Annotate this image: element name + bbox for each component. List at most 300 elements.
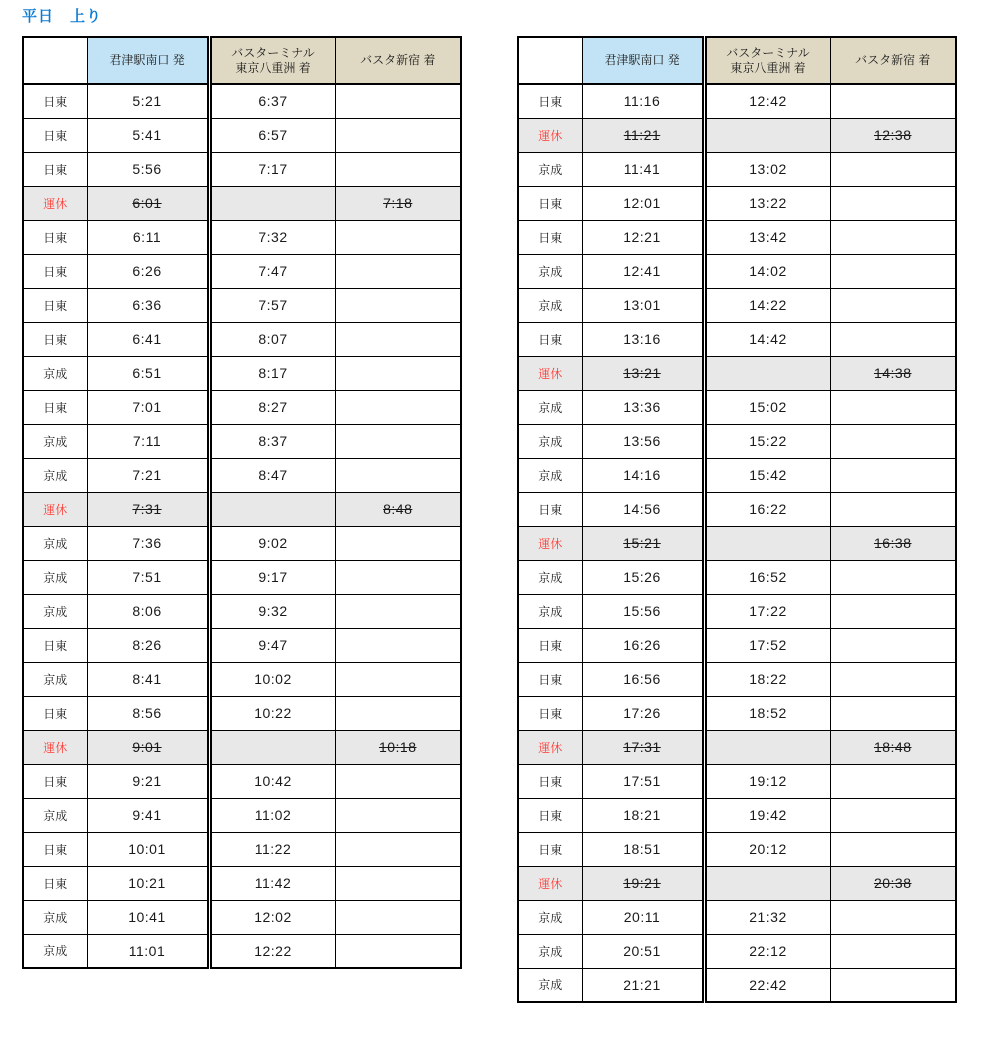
timetable-row	[23, 900, 461, 934]
operator-cell: 運休	[23, 492, 87, 526]
operator-cell: 日東	[23, 628, 87, 662]
yaesu-arrival-cell: 8:37	[209, 424, 335, 458]
timetable-row	[23, 764, 461, 798]
depart-time-cell: 6:36	[87, 288, 209, 322]
shinjuku-arrival-cell	[335, 458, 461, 492]
yaesu-arrival-cell: 8:17	[209, 356, 335, 390]
depart-time-cell: 11:16	[582, 84, 704, 118]
depart-time-cell	[87, 186, 209, 220]
shinjuku-arrival-cell	[830, 458, 956, 492]
depart-time-cell: 11:41	[582, 152, 704, 186]
strikethrough-time: 17:31	[623, 739, 661, 755]
shinjuku-arrival-cell	[335, 186, 461, 220]
shinjuku-arrival-cell	[830, 288, 956, 322]
timetable-row	[23, 458, 461, 492]
timetable-row	[518, 458, 956, 492]
yaesu-arrival-cell: 20:12	[704, 832, 830, 866]
operator-cell: 京成	[23, 662, 87, 696]
operator-cell: 京成	[518, 458, 582, 492]
timetable-right	[517, 36, 957, 1003]
yaesu-arrival-cell: 17:22	[704, 594, 830, 628]
strikethrough-time: 10:18	[378, 739, 417, 755]
yaesu-arrival-cell: 14:02	[704, 254, 830, 288]
yaesu-arrival-cell: 22:42	[704, 968, 830, 1002]
depart-time-cell: 16:56	[582, 662, 704, 696]
shinjuku-arrival-cell	[335, 832, 461, 866]
depart-time-cell: 7:51	[87, 560, 209, 594]
depart-time-cell: 12:21	[582, 220, 704, 254]
yaesu-arrival-cell: 19:42	[704, 798, 830, 832]
timetable-row	[518, 560, 956, 594]
yaesu-arrival-cell: 9:47	[209, 628, 335, 662]
timetable-left	[22, 36, 462, 969]
shinjuku-arrival-cell	[830, 594, 956, 628]
depart-time-cell: 5:41	[87, 118, 209, 152]
operator-cell: 京成	[518, 934, 582, 968]
operator-cell: 京成	[23, 424, 87, 458]
depart-time-cell: 7:21	[87, 458, 209, 492]
timetable-row	[518, 798, 956, 832]
operator-cell: 京成	[518, 152, 582, 186]
operator-cell: 日東	[518, 84, 582, 118]
timetable-row	[518, 662, 956, 696]
shinjuku-arrival-cell	[335, 84, 461, 118]
depart-time-cell: 20:51	[582, 934, 704, 968]
depart-time-cell	[582, 356, 704, 390]
shinjuku-arrival-cell	[830, 152, 956, 186]
strikethrough-time: 12:38	[873, 127, 912, 143]
shinjuku-arrival-cell	[830, 322, 956, 356]
depart-time-cell: 8:26	[87, 628, 209, 662]
operator-column-header	[23, 37, 87, 84]
shinjuku-arrival-cell	[335, 764, 461, 798]
operator-cell: 日東	[518, 220, 582, 254]
shinjuku-arrival-cell	[830, 254, 956, 288]
yaesu-arrival-cell: 6:37	[209, 84, 335, 118]
yaesu-arrival-cell	[704, 356, 830, 390]
shinjuku-arrival-cell	[830, 390, 956, 424]
yaesu-arrival-cell: 9:02	[209, 526, 335, 560]
depart-time-cell: 13:01	[582, 288, 704, 322]
timetable-row	[23, 84, 461, 118]
timetable-row	[518, 390, 956, 424]
operator-cell: 日東	[23, 696, 87, 730]
shinjuku-arrival-cell	[830, 764, 956, 798]
timetable-row	[23, 288, 461, 322]
depart-time-cell: 18:21	[582, 798, 704, 832]
yaesu-header-line1: バスターミナル	[726, 45, 810, 60]
strikethrough-time: 18:48	[873, 739, 912, 755]
yaesu-arrival-cell: 19:12	[704, 764, 830, 798]
timetable-row-suspended	[518, 356, 956, 390]
timetable-row	[23, 220, 461, 254]
strikethrough-time: 13:21	[623, 365, 661, 381]
yaesu-arrival-cell: 8:47	[209, 458, 335, 492]
timetable-row	[518, 968, 956, 1002]
tables-container	[22, 36, 985, 1003]
timetable-row	[518, 832, 956, 866]
timetable-row	[23, 662, 461, 696]
operator-column-header	[518, 37, 582, 84]
timetable-row-suspended	[23, 186, 461, 220]
yaesu-arrival-cell: 7:32	[209, 220, 335, 254]
operator-cell: 京成	[23, 356, 87, 390]
timetable-row	[518, 594, 956, 628]
strikethrough-time: 19:21	[623, 875, 661, 891]
yaesu-arrival-cell	[209, 492, 335, 526]
timetable-row-suspended	[23, 492, 461, 526]
shinjuku-arrival-cell	[830, 560, 956, 594]
strikethrough-time: 8:48	[383, 501, 413, 517]
operator-cell: 日東	[518, 186, 582, 220]
shinjuku-arrival-cell	[830, 424, 956, 458]
depart-time-cell: 7:36	[87, 526, 209, 560]
operator-cell: 京成	[23, 526, 87, 560]
shinjuku-arrival-cell	[335, 356, 461, 390]
timetable-row	[23, 254, 461, 288]
timetable-row	[518, 84, 956, 118]
yaesu-arrival-cell: 7:47	[209, 254, 335, 288]
operator-cell: 運休	[518, 866, 582, 900]
operator-cell: 運休	[518, 526, 582, 560]
depart-time-cell: 15:56	[582, 594, 704, 628]
yaesu-arrival-cell: 16:52	[704, 560, 830, 594]
operator-cell: 日東	[23, 220, 87, 254]
operator-cell: 運休	[23, 186, 87, 220]
depart-time-cell: 7:01	[87, 390, 209, 424]
operator-cell: 京成	[518, 900, 582, 934]
shinjuku-arrival-cell	[830, 968, 956, 1002]
shinjuku-arrival-cell	[335, 594, 461, 628]
depart-time-cell: 15:26	[582, 560, 704, 594]
shinjuku-arrival-cell	[335, 254, 461, 288]
yaesu-arrival-cell: 10:02	[209, 662, 335, 696]
shinjuku-arrival-cell	[335, 220, 461, 254]
timetable-row	[518, 288, 956, 322]
shinjuku-arrival-cell	[830, 662, 956, 696]
operator-cell: 京成	[518, 560, 582, 594]
page-title: 平日 上り	[22, 8, 103, 25]
timetable-row	[23, 152, 461, 186]
shinjuku-arrival-cell	[335, 526, 461, 560]
yaesu-header-line1: バスターミナル	[231, 45, 315, 60]
operator-cell: 日東	[23, 288, 87, 322]
yaesu-arrival-cell: 15:42	[704, 458, 830, 492]
yaesu-arrival-cell: 18:22	[704, 662, 830, 696]
timetable-row	[518, 424, 956, 458]
kimitsu-depart-header: 君津駅南口 発	[87, 37, 209, 84]
yaesu-arrival-cell: 21:32	[704, 900, 830, 934]
shinjuku-arrival-cell	[335, 798, 461, 832]
timetable-row	[518, 900, 956, 934]
yaesu-arrival-cell: 15:22	[704, 424, 830, 458]
shinjuku-arrival-cell	[830, 832, 956, 866]
yaesu-arrival-cell: 11:02	[209, 798, 335, 832]
shinjuku-arrival-cell	[830, 900, 956, 934]
yaesu-arrival-cell: 10:22	[209, 696, 335, 730]
shinjuku-arrival-cell	[335, 934, 461, 968]
operator-cell: 日東	[23, 832, 87, 866]
strikethrough-time: 7:18	[383, 195, 413, 211]
operator-cell: 日東	[518, 696, 582, 730]
depart-time-cell: 13:56	[582, 424, 704, 458]
yaesu-arrival-cell: 11:22	[209, 832, 335, 866]
shinjuku-arrival-cell	[830, 84, 956, 118]
yaesu-arrival-cell: 10:42	[209, 764, 335, 798]
shinjuku-arrival-cell	[830, 798, 956, 832]
depart-time-cell: 17:51	[582, 764, 704, 798]
yaesu-arrival-cell: 15:02	[704, 390, 830, 424]
yaesu-arrival-cell	[209, 186, 335, 220]
shinjuku-arrival-cell	[335, 628, 461, 662]
timetable-row	[518, 628, 956, 662]
timetable-row	[23, 390, 461, 424]
shinjuku-arrival-cell	[335, 118, 461, 152]
timetable-row	[518, 254, 956, 288]
shinjuku-arrival-cell	[830, 934, 956, 968]
shinjuku-arrival-cell	[335, 424, 461, 458]
yaesu-arrival-cell	[704, 118, 830, 152]
shinjuku-arrival-cell	[830, 526, 956, 560]
timetable-row	[23, 832, 461, 866]
depart-time-cell: 9:41	[87, 798, 209, 832]
yaesu-arrival-cell: 6:57	[209, 118, 335, 152]
operator-cell: 運休	[23, 730, 87, 764]
depart-time-cell	[582, 866, 704, 900]
depart-time-cell: 12:01	[582, 186, 704, 220]
depart-time-cell: 21:21	[582, 968, 704, 1002]
strikethrough-time: 11:21	[623, 127, 661, 143]
depart-time-cell: 14:56	[582, 492, 704, 526]
depart-time-cell: 6:51	[87, 356, 209, 390]
yaesu-arrival-cell: 13:02	[704, 152, 830, 186]
strikethrough-time: 15:21	[623, 535, 661, 551]
shinjuku-arrival-header: バスタ新宿 着	[830, 37, 956, 84]
operator-cell: 京成	[518, 390, 582, 424]
yaesu-arrival-cell: 18:52	[704, 696, 830, 730]
operator-cell: 京成	[23, 900, 87, 934]
yaesu-arrival-cell: 17:52	[704, 628, 830, 662]
operator-cell: 京成	[23, 458, 87, 492]
yaesu-arrival-header	[704, 37, 830, 84]
shinjuku-arrival-cell	[335, 390, 461, 424]
strikethrough-time: 14:38	[873, 365, 912, 381]
depart-time-cell	[582, 730, 704, 764]
depart-time-cell: 6:41	[87, 322, 209, 356]
operator-cell: 日東	[518, 662, 582, 696]
operator-cell: 日東	[23, 254, 87, 288]
shinjuku-arrival-cell	[830, 492, 956, 526]
operator-cell: 日東	[23, 764, 87, 798]
shinjuku-arrival-cell	[335, 560, 461, 594]
depart-time-cell	[582, 118, 704, 152]
yaesu-arrival-cell: 12:22	[209, 934, 335, 968]
operator-cell: 運休	[518, 730, 582, 764]
timetable-row	[23, 866, 461, 900]
operator-cell: 日東	[518, 798, 582, 832]
operator-cell: 京成	[518, 968, 582, 1002]
timetable-row	[518, 220, 956, 254]
depart-time-cell: 13:16	[582, 322, 704, 356]
timetable-row-suspended	[518, 866, 956, 900]
yaesu-arrival-cell	[704, 526, 830, 560]
yaesu-arrival-cell: 16:22	[704, 492, 830, 526]
header-row	[23, 37, 461, 84]
depart-time-cell: 10:21	[87, 866, 209, 900]
timetable-row	[518, 934, 956, 968]
depart-time-cell	[582, 526, 704, 560]
timetable-row	[23, 560, 461, 594]
shinjuku-arrival-header: バスタ新宿 着	[335, 37, 461, 84]
operator-cell: 京成	[23, 934, 87, 968]
yaesu-arrival-cell: 7:17	[209, 152, 335, 186]
shinjuku-arrival-cell	[335, 866, 461, 900]
timetable-row	[23, 424, 461, 458]
operator-cell: 日東	[518, 492, 582, 526]
timetable-row	[23, 628, 461, 662]
yaesu-arrival-cell: 9:32	[209, 594, 335, 628]
yaesu-arrival-cell: 11:42	[209, 866, 335, 900]
depart-time-cell: 13:36	[582, 390, 704, 424]
shinjuku-arrival-cell	[335, 696, 461, 730]
shinjuku-arrival-cell	[335, 900, 461, 934]
operator-cell: 日東	[518, 764, 582, 798]
yaesu-arrival-cell: 12:42	[704, 84, 830, 118]
operator-cell: 運休	[518, 118, 582, 152]
timetable-left-body	[23, 84, 461, 968]
depart-time-cell	[87, 492, 209, 526]
shinjuku-arrival-cell	[830, 628, 956, 662]
timetable-row-suspended	[518, 526, 956, 560]
operator-cell: 日東	[518, 832, 582, 866]
timetable-row	[23, 696, 461, 730]
depart-time-cell: 17:26	[582, 696, 704, 730]
depart-time-cell: 11:01	[87, 934, 209, 968]
depart-time-cell: 12:41	[582, 254, 704, 288]
shinjuku-arrival-cell	[335, 730, 461, 764]
shinjuku-arrival-cell	[830, 220, 956, 254]
yaesu-arrival-cell: 7:57	[209, 288, 335, 322]
depart-time-cell: 6:11	[87, 220, 209, 254]
timetable-row	[23, 356, 461, 390]
timetable-row-suspended	[518, 118, 956, 152]
strikethrough-time: 20:38	[873, 875, 912, 891]
timetable-row	[23, 526, 461, 560]
depart-time-cell: 14:16	[582, 458, 704, 492]
yaesu-arrival-cell: 8:07	[209, 322, 335, 356]
depart-time-cell: 6:26	[87, 254, 209, 288]
timetable-row	[518, 152, 956, 186]
operator-cell: 日東	[518, 322, 582, 356]
yaesu-header-line2: 東京八重洲 着	[235, 60, 311, 75]
header-row	[518, 37, 956, 84]
operator-cell: 日東	[23, 84, 87, 118]
depart-time-cell: 8:06	[87, 594, 209, 628]
timetable-row-suspended	[23, 730, 461, 764]
operator-cell: 京成	[23, 594, 87, 628]
yaesu-arrival-cell: 12:02	[209, 900, 335, 934]
yaesu-arrival-cell: 14:22	[704, 288, 830, 322]
operator-cell: 日東	[518, 628, 582, 662]
yaesu-arrival-cell: 13:22	[704, 186, 830, 220]
operator-cell: 京成	[23, 798, 87, 832]
depart-time-cell: 5:56	[87, 152, 209, 186]
depart-time-cell: 20:11	[582, 900, 704, 934]
strikethrough-time: 16:38	[873, 535, 912, 551]
operator-cell: 運休	[518, 356, 582, 390]
timetable-row	[518, 764, 956, 798]
timetable-row	[23, 118, 461, 152]
shinjuku-arrival-cell	[335, 492, 461, 526]
yaesu-arrival-cell	[209, 730, 335, 764]
timetable-row	[518, 322, 956, 356]
yaesu-arrival-cell: 14:42	[704, 322, 830, 356]
strikethrough-time: 6:01	[132, 195, 162, 211]
operator-cell: 日東	[23, 152, 87, 186]
shinjuku-arrival-cell	[830, 696, 956, 730]
kimitsu-depart-header: 君津駅南口 発	[582, 37, 704, 84]
yaesu-arrival-cell: 8:27	[209, 390, 335, 424]
yaesu-arrival-cell: 13:42	[704, 220, 830, 254]
shinjuku-arrival-cell	[335, 322, 461, 356]
depart-time-cell: 9:21	[87, 764, 209, 798]
depart-time-cell: 10:01	[87, 832, 209, 866]
depart-time-cell: 8:56	[87, 696, 209, 730]
operator-cell: 日東	[23, 390, 87, 424]
timetable-row	[23, 798, 461, 832]
timetable-row	[518, 492, 956, 526]
shinjuku-arrival-cell	[830, 186, 956, 220]
timetable-row	[23, 934, 461, 968]
timetable-right-body	[518, 84, 956, 1002]
shinjuku-arrival-cell	[830, 866, 956, 900]
depart-time-cell: 16:26	[582, 628, 704, 662]
shinjuku-arrival-cell	[335, 662, 461, 696]
timetable-row	[23, 322, 461, 356]
shinjuku-arrival-cell	[335, 152, 461, 186]
operator-cell: 日東	[23, 322, 87, 356]
strikethrough-time: 7:31	[132, 501, 162, 517]
operator-cell: 京成	[518, 594, 582, 628]
yaesu-arrival-header	[209, 37, 335, 84]
shinjuku-arrival-cell	[335, 288, 461, 322]
timetable-row-suspended	[518, 730, 956, 764]
strikethrough-time: 9:01	[132, 739, 162, 755]
operator-cell: 日東	[23, 118, 87, 152]
shinjuku-arrival-cell	[830, 730, 956, 764]
depart-time-cell: 10:41	[87, 900, 209, 934]
yaesu-arrival-cell	[704, 730, 830, 764]
yaesu-arrival-cell: 22:12	[704, 934, 830, 968]
depart-time-cell: 5:21	[87, 84, 209, 118]
timetable-row	[518, 696, 956, 730]
depart-time-cell: 7:11	[87, 424, 209, 458]
timetable-row	[518, 186, 956, 220]
operator-cell: 京成	[518, 288, 582, 322]
shinjuku-arrival-cell	[830, 356, 956, 390]
depart-time-cell: 18:51	[582, 832, 704, 866]
operator-cell: 京成	[518, 254, 582, 288]
yaesu-arrival-cell: 9:17	[209, 560, 335, 594]
depart-time-cell	[87, 730, 209, 764]
shinjuku-arrival-cell	[830, 118, 956, 152]
timetable-row	[23, 594, 461, 628]
operator-cell: 京成	[23, 560, 87, 594]
operator-cell: 日東	[23, 866, 87, 900]
yaesu-arrival-cell	[704, 866, 830, 900]
operator-cell: 京成	[518, 424, 582, 458]
depart-time-cell: 8:41	[87, 662, 209, 696]
